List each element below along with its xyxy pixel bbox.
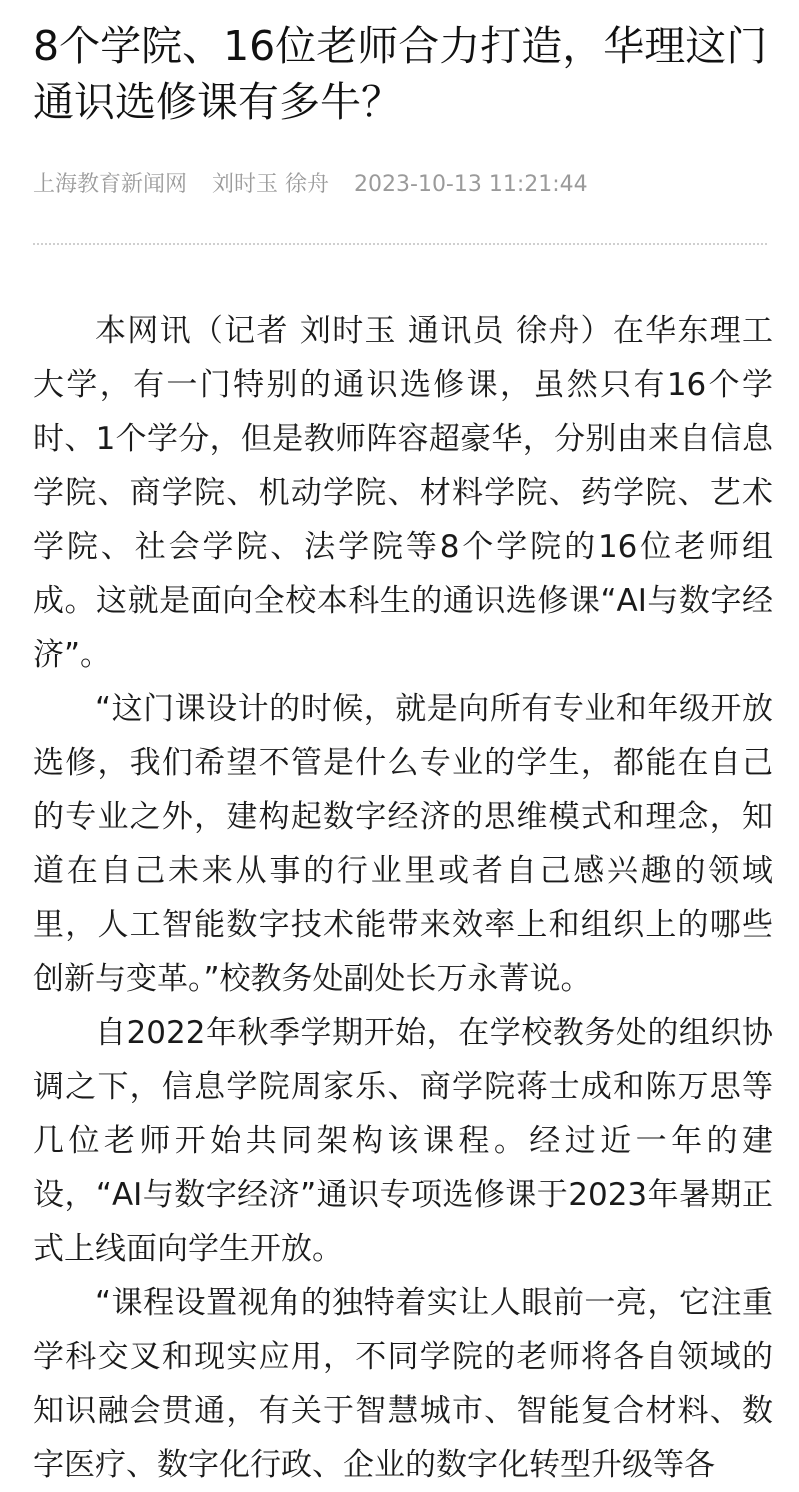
article-paragraph: 自2022年秋季学期开始，在学校教务处的组织协调之下，信息学院周家乐、商学院蒋士成和陈万思等几位老师开始共同架构该课程。经过近一年的建设，“AI与数字经济”通识专项选修课于2023年暑期正式上线面向学生开放。 (33, 1015, 773, 1267)
article-paragraph: “这门课设计的时候，就是向所有专业和年级开放选修，我们希望不管是什么专业的学生，都能在自己的专业之外，建构起数字经济的思维模式和理念，知道在自己未来从事的行业里或者自己感兴趣的领域里，人工智能数字技术能带来效率上和组织上的哪些创新与变革。”校教务处副处长万永菁说。 (33, 691, 773, 997)
article-meta (33, 170, 588, 200)
article-title: 8个学院、16位老师合力打造，华理这门通识选修课有多牛？ (33, 22, 768, 126)
meta-divider (33, 243, 767, 245)
article-datetime: 2023-10-13 11:21:44 (354, 172, 588, 197)
article-body (33, 304, 773, 1492)
article-paragraph: “课程设置视角的独特着实让人眼前一亮，它注重学科交叉和现实应用，不同学院的老师将各自领域的知识融会贯通，有关于智慧城市、智能复合材料、数字医疗、数字化行政、企业的数字化转型升级等各 (33, 1285, 773, 1483)
article-source[interactable]: 上海教育新闻网 (33, 172, 188, 197)
article-authors: 刘时玉 徐舟 (212, 172, 330, 197)
article-paragraph: 本网讯（记者 刘时玉 通讯员 徐舟）在华东理工大学，有一门特别的通识选修课，虽然只有16个学时、1个学分，但是教师阵容超豪华，分别由来自信息学院、商学院、机动学院、材料学院、药学院、艺术学院、社会学院、法学院等8个学院的16位老师组成。这就是面向全校本科生的通识选修课“AI与数字经济”。 (33, 313, 773, 673)
